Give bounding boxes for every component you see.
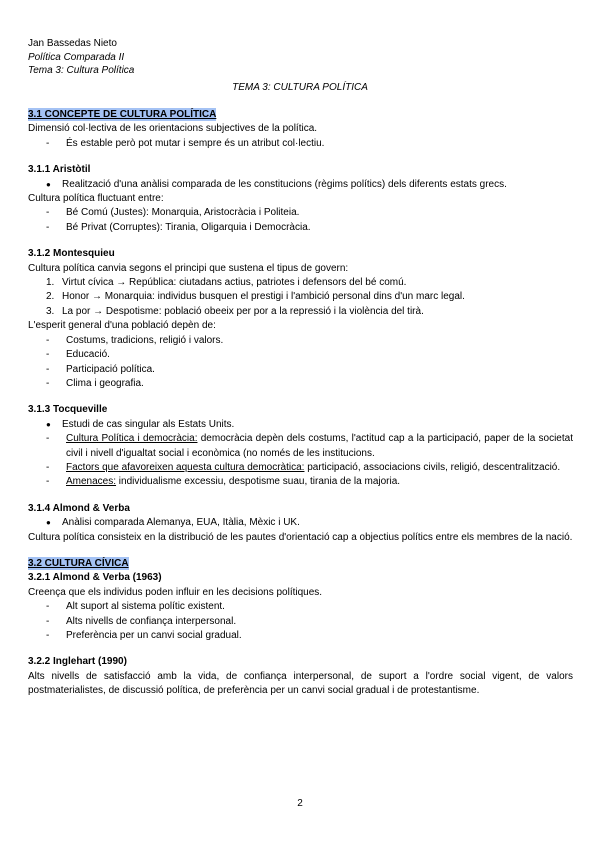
bullet-marker: ● (46, 518, 51, 528)
intro-text: Creença que els individus poden influir en les decisions polítiques. (28, 586, 323, 598)
list-item (28, 629, 573, 643)
list-item-text: Alt suport al sistema polític existent. (66, 601, 225, 613)
list-item (28, 600, 573, 614)
dash-marker: - (46, 630, 50, 641)
course-name: Política Comparada II (28, 51, 125, 63)
list-item (28, 137, 573, 151)
dash-marker: - (46, 461, 50, 473)
subheading-3-2-2: 3.2.2 Inglehart (1990) (28, 656, 127, 668)
bullet-item (28, 178, 573, 192)
dash-marker: - (46, 615, 50, 627)
list-item-text (66, 432, 573, 461)
dash-marker: - (46, 349, 50, 361)
numbered-item (28, 276, 573, 290)
section-heading-3-2: 3.2 CULTURA CÍVICA (28, 557, 129, 569)
bullet-item (28, 516, 573, 530)
dash-marker: - (46, 363, 50, 375)
bullet-marker: ● (46, 419, 51, 429)
numbered-text: Honor → Monarquia: individus busquen el prestigi i l'ambició personal dins d'un marc legal. (62, 291, 465, 303)
topic-name: Tema 3: Cultura Política (28, 65, 135, 76)
list-item-text: Bé Privat (Corruptes): Tirania, Oligarquia i Democràcia. (66, 221, 311, 233)
list-item-text: És estable però pot mutar i sempre és un atribut col·lectiu. (66, 137, 325, 149)
list-item (28, 221, 573, 235)
paragraph: Cultura política consisteix en la distribució de les pautes d'orientació cap a objectius polítics entre els membres de la nació. (28, 531, 573, 543)
paragraph: Alts nivells de satisfacció amb la vida, de confiança interpersonal, de suport a l'ordre social vigent, de valors postmaterialistes, de discussió política, de preferència per un canvi social gradual i de protestantisme. (28, 670, 573, 697)
subheading-3-1-4: 3.1.4 Almond & Verba (28, 502, 130, 514)
list-item-text: Bé Comú (Justes): Monarquia, Aristocràcia i Politeia. (66, 207, 300, 219)
underlined-label: Factors que afavoreixen aquesta cultura democràtica: (66, 461, 305, 473)
list-item-text: Alts nivells de confiança interpersonal. (66, 615, 237, 627)
intro-text: Cultura política fluctuant entre: (28, 193, 164, 205)
list-item-text: Clima i geografia. (66, 377, 144, 389)
list-item-text: Costums, tradicions, religió i valors. (66, 334, 224, 346)
list-item (28, 348, 573, 362)
underlined-label: Amenaces: (66, 476, 117, 488)
document-header (28, 37, 134, 78)
subheading-3-2-1: 3.2.1 Almond & Verba (1963) (28, 572, 162, 584)
number-marker: 1. (46, 277, 55, 289)
number-marker: 3. (46, 305, 55, 317)
dash-marker: - (46, 221, 50, 233)
page-title-text: TEMA 3: CULTURA POLÍTICA (232, 82, 368, 93)
dash-marker: - (46, 137, 50, 149)
subheading-3-1-2: 3.1.2 Montesquieu (28, 248, 115, 260)
intro-text: Cultura política canvia segons el principi que sustena el tipus de govern: (28, 262, 349, 274)
dash-marker: - (46, 334, 50, 346)
list-item (28, 363, 573, 377)
bullet-text: Anàlisi comparada Alemanya, EUA, Itàlia, Mèxic i UK. (62, 517, 300, 529)
item-body: individualisme excessiu, despotisme suau, tirania de la majoria. (116, 476, 401, 488)
item-body: democràcia depèn dels costums, l'actitud cap a la participació, paper de la societat civil i nivell d'igualtat social i econòmica (no només de les institucions. (66, 433, 573, 459)
dash-marker: - (46, 476, 50, 488)
list-item-text: Educació. (66, 349, 110, 361)
subheading-3-1-3: 3.1.3 Tocqueville (28, 404, 108, 416)
dash-marker: - (46, 207, 50, 219)
item-body: participació, associacions civils, religió, descentralització. (304, 461, 561, 473)
subheading-3-1-1: 3.1.1 Aristòtil (28, 164, 91, 176)
bullet-text: Estudi de cas singular als Estats Units. (62, 418, 235, 430)
list-item (28, 377, 573, 391)
page-number: 2 (297, 798, 303, 809)
page-title (0, 82, 600, 93)
list-item (28, 334, 573, 348)
list-item-text (66, 461, 573, 475)
list-item (28, 615, 573, 629)
numbered-text: Virtut cívica → República: ciutadans actius, patriotes i defensors del bé comú. (62, 277, 407, 289)
document-body (28, 108, 573, 699)
list-item-text: Participació política. (66, 363, 155, 375)
list-item-text: Preferència per un canvi social gradual. (66, 630, 242, 641)
numbered-item (28, 305, 573, 319)
list-item (28, 475, 573, 489)
dash-marker: - (46, 377, 50, 389)
list-item (28, 461, 573, 475)
definition-text: Dimensió col·lectiva de les orientacions subjectives de la política. (28, 123, 318, 135)
number-marker: 2. (46, 291, 55, 303)
list-item (28, 432, 573, 461)
numbered-item (28, 290, 573, 304)
bullet-item (28, 418, 573, 432)
intro-text: L'esperit general d'una població depèn de: (28, 320, 216, 332)
bullet-text: Realització d'una anàlisi comparada de les constitucions (règims polítics) dels diferents estats grecs. (62, 178, 507, 190)
list-item (28, 206, 573, 220)
dash-marker: - (46, 433, 50, 445)
underlined-label: Cultura Política i democràcia: (66, 433, 198, 445)
numbered-text: La por → Despotisme: població obeeix per por a la repressió i la violència del tirà. (62, 305, 424, 317)
author-name: Jan Bassedas Nieto (28, 38, 117, 49)
dash-marker: - (46, 601, 50, 613)
list-item-text (66, 475, 573, 489)
bullet-marker: ● (46, 179, 51, 189)
section-heading-3-1: 3.1 CONCEPTE DE CULTURA POLÍTICA (28, 109, 217, 120)
